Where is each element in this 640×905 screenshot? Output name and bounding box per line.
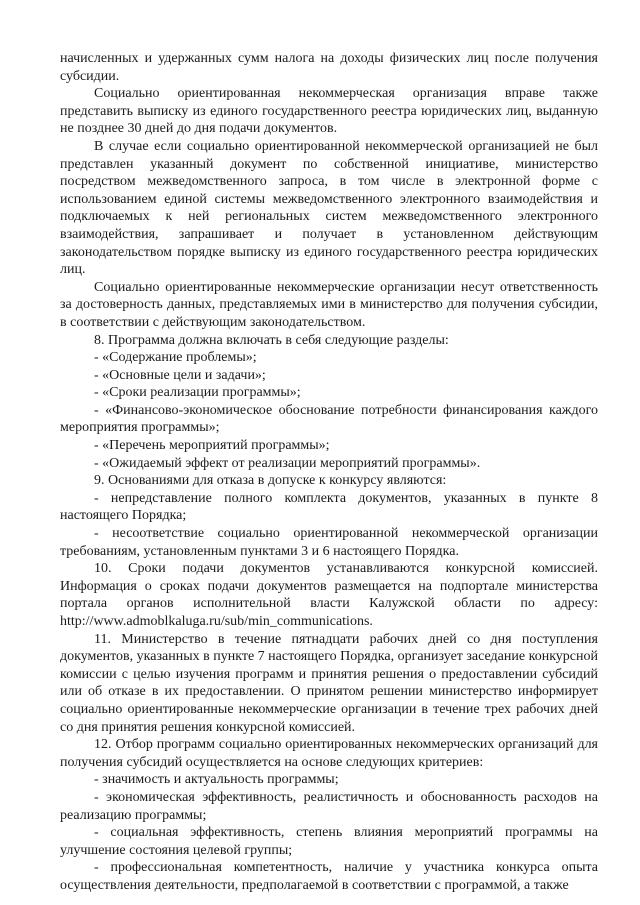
list-item: - «Перечень мероприятий программы»; — [94, 438, 330, 454]
selection-criteria-list — [60, 771, 598, 894]
list-item: - социальная эффективность, степень влияния мероприятий программы на улучшение состояния целевой группы; — [60, 825, 598, 858]
list-item: - экономическая эффективность, реалистичность и обоснованность расходов на реализацию программы; — [60, 789, 598, 823]
paragraph-responsibility: Социально ориентированные некоммерческие организации несут ответственность за достоверность данных, представляемых ими в министерство для получения субсидии, в соответствии с действующим законодательством. — [60, 279, 598, 330]
list-item: - «Основные цели и задачи»; — [94, 367, 266, 383]
list-item: - профессиональная компетентность, наличие у участника конкурса опыта осуществления деятельности, предполагаемой в соответствии с программой, а также — [60, 860, 598, 893]
section-12-heading: 12. Отбор программ социально ориентированных некоммерческих организаций для получения субсидий осуществляется на основе следующих критериев: — [60, 737, 598, 770]
section-11-paragraph: 11. Министерство в течение пятнадцати рабочих дней со дня поступления документов, указанных в пункте 7 настоящего Порядка, организует заседание конкурсной комиссии с целью изучения программ и принятия решения о предоставлении субсидий или об отказе в их предоставлении. О принятом решении министерство информирует социально ориентированные некоммерческие организации в течение трех рабочих дней со дня принятия решения конкурсной комиссией. — [60, 631, 598, 735]
refusal-grounds-list — [60, 490, 598, 560]
list-item: - «Сроки реализации программы»; — [94, 385, 301, 401]
paragraph-continuation: начисленных и удержанных сумм налога на доходы физических лиц после получения субсидии. — [60, 51, 598, 84]
list-item: - значимость и актуальность программы; — [94, 772, 339, 788]
list-item: - непредставление полного комплекта документов, указанных в пункте 8 настоящего Порядка; — [60, 490, 598, 524]
section-8-heading: 8. Программа должна включать в себя следующие разделы: — [94, 332, 449, 348]
section-9-heading: 9. Основаниями для отказа в допуске к конкурсу являются: — [94, 473, 447, 489]
list-item: - «Ожидаемый эффект от реализации мероприятий программы». — [94, 455, 481, 471]
paragraph-extract-option: Социально ориентированная некоммерческая организация вправе также представить выписку из единого государственного реестра юридических лиц, выданную не позднее 30 дней до дня подачи документов. — [60, 86, 598, 137]
paragraph-interagency-request: В случае если социально ориентированной некоммерческой организацией не был представлен указанный документ по собственной инициативе, министерство посредством межведомственного запроса, в том числе в электронной форме с использованием единой системы межведомственного электронного взаимодействия и подключаемых к ней региональных систем межведомственного электронного взаимодействия, запрашивает и получает в установленном действующим законодательством порядке выписку из единого государственного реестра юридических лиц. — [60, 138, 598, 278]
list-item: - «Финансово-экономическое обоснование потребности финансирования каждого мероприятия программы»; — [60, 402, 598, 436]
section-10-paragraph: 10. Сроки подачи документов устанавливаются конкурсной комиссией. Информация о сроках подачи документов размещается на подпортале министерства портала органов исполнительной власти Калужской области по адресу: http://www.admoblkaluga.ru/sub/min_communications. — [60, 561, 598, 629]
document-page — [60, 50, 598, 895]
list-item: - «Содержание проблемы»; — [94, 350, 257, 366]
list-item: - несоответствие социально ориентированной некоммерческой организации требованиям, установленным пунктами 3 и 6 настоящего Порядка. — [60, 526, 598, 559]
program-sections-list — [60, 349, 598, 472]
